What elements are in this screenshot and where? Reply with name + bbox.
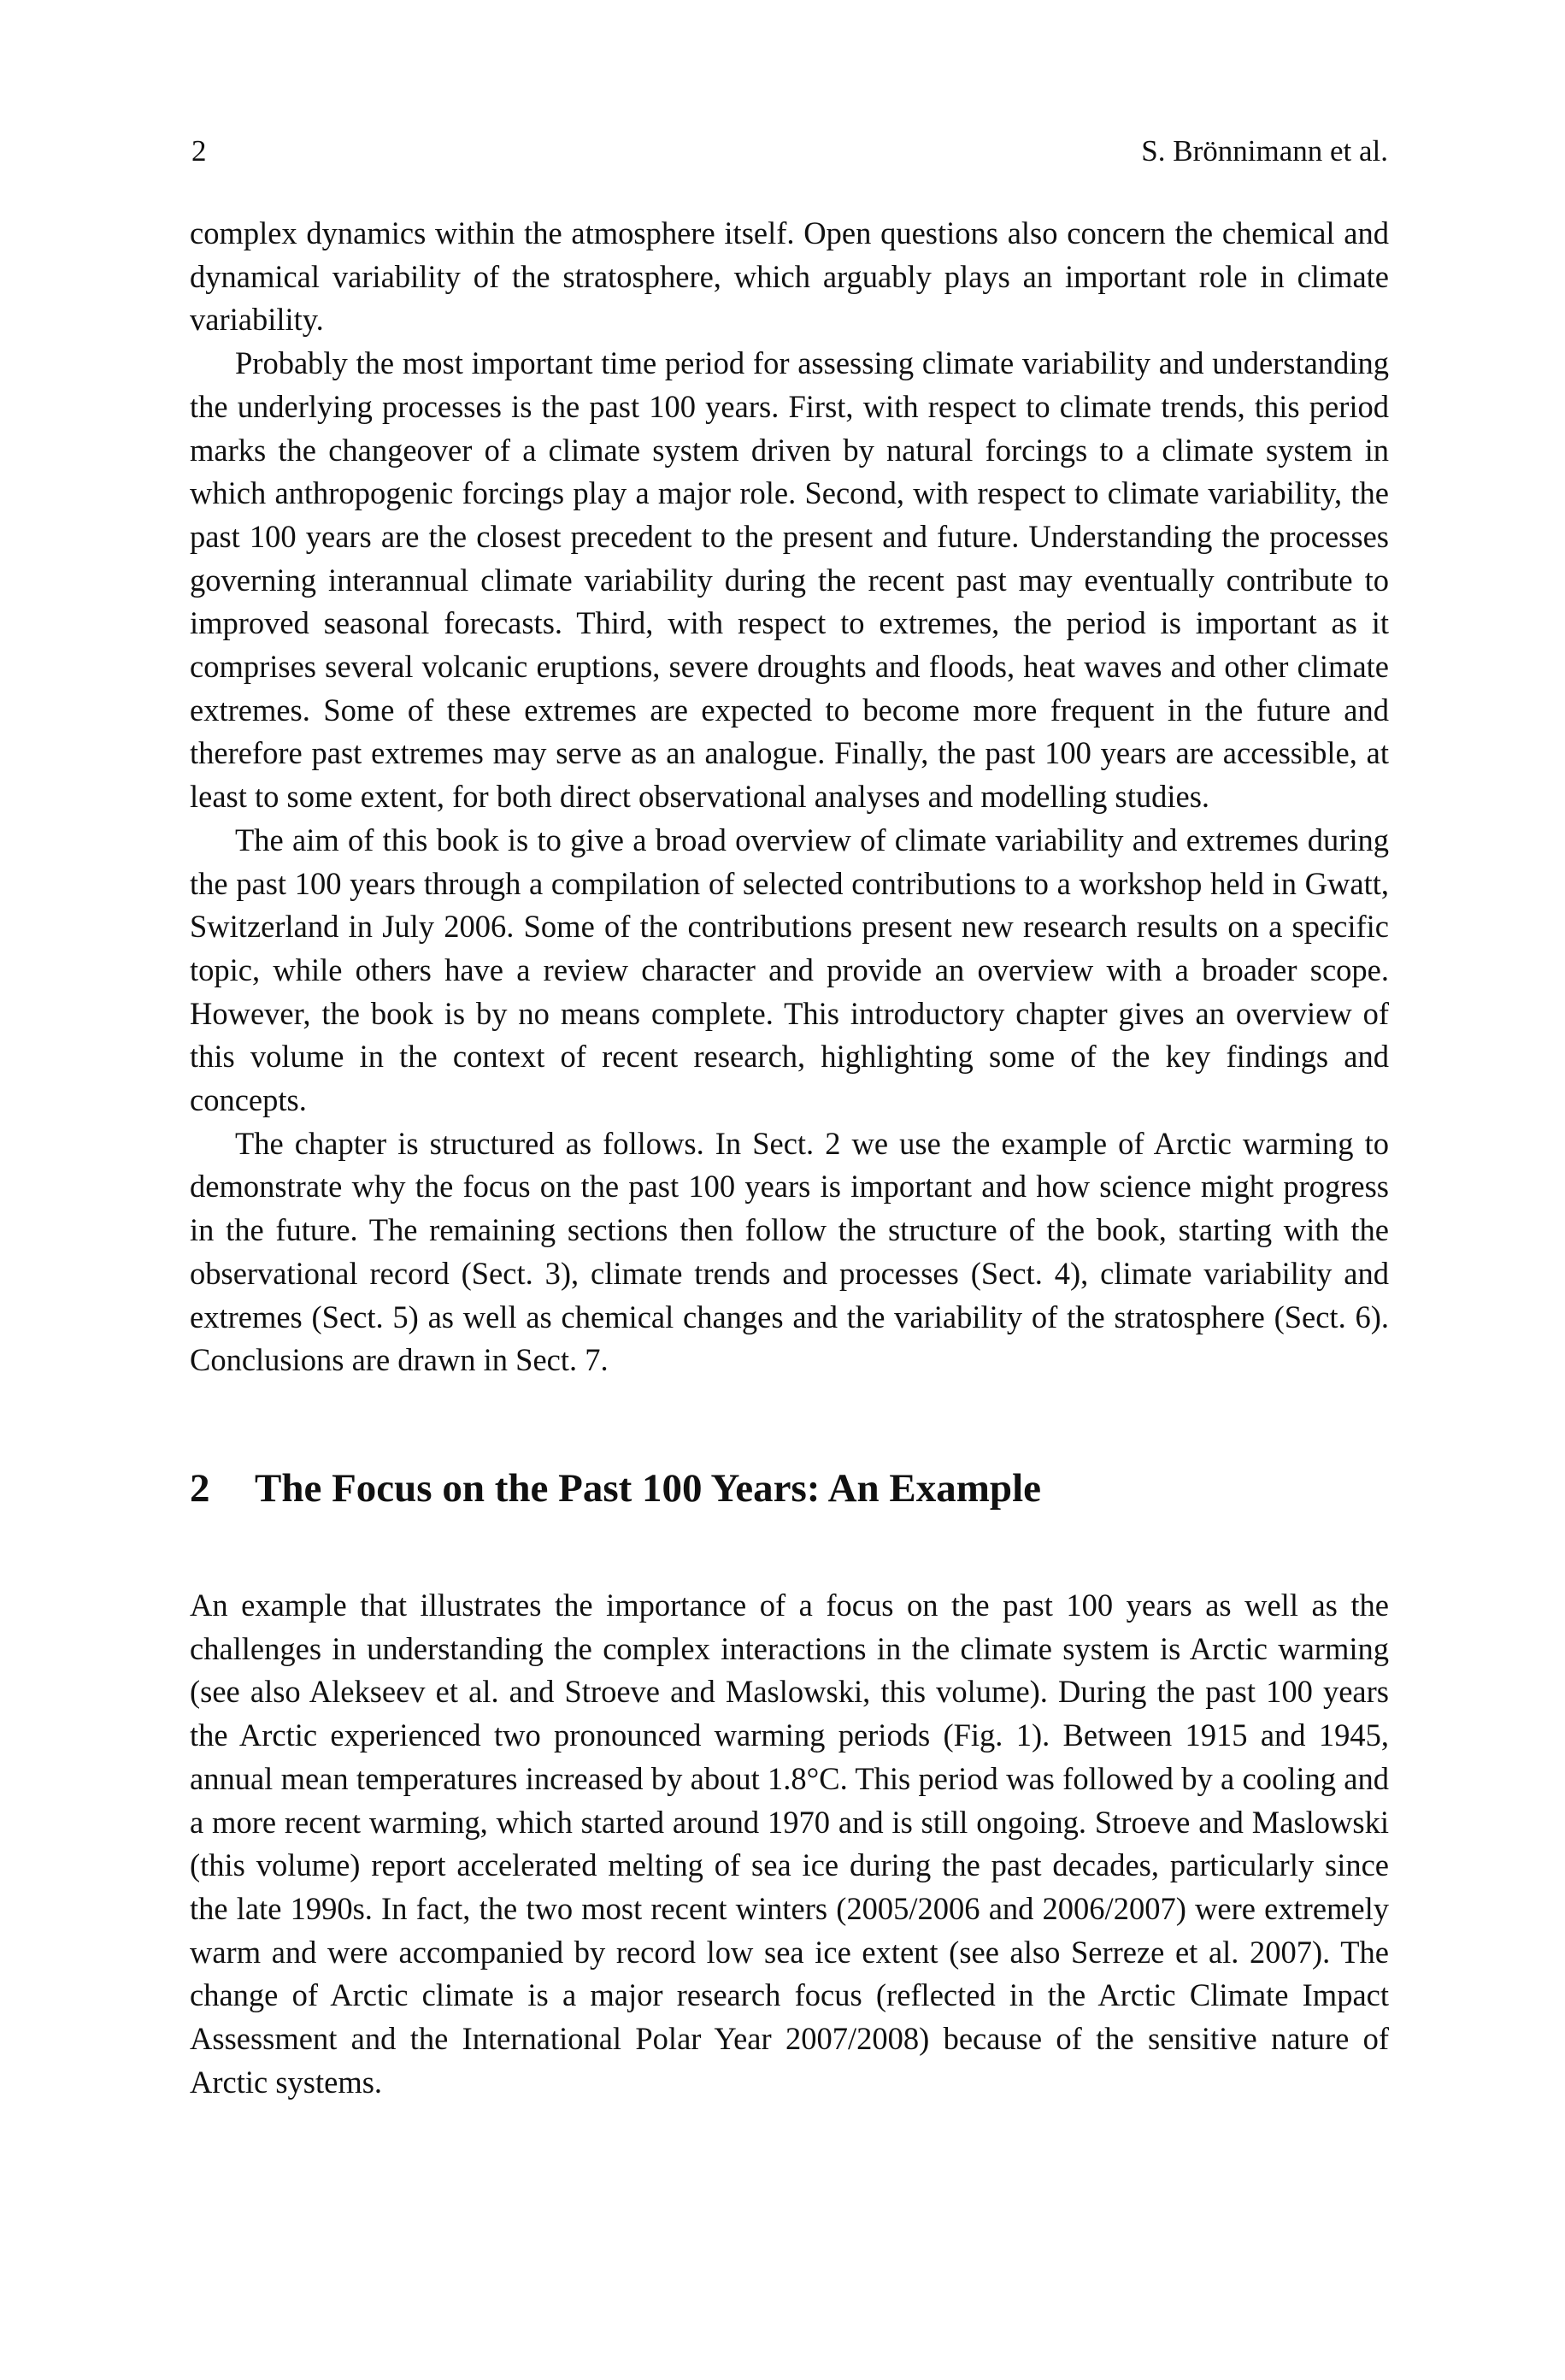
paragraph-time-period: Probably the most important time period for assessing climate variability and understanding the underlying processes is the past 100 years. First, with respect to climate trends, this period marks the changeover of a climate system driven by natural forcings to a climate system in which anthropogenic forcings play a major role. Second, with respect to climate variability, the past 100 years are the closest precedent to the present and future. Understanding the processes governing interannual climate variability during the recent past may eventually contribute to improved seasonal forecasts. Third, with respect to extremes, the period is important as it comprises several volcanic eruptions, severe droughts and floods, heat waves and other climate extremes. Some of these extremes are expected to become more frequent in the future and therefore past extremes may serve as an analogue. Finally, the past 100 years are accessible, at least to some extent, for both direct observational analyses and modelling studies. [190, 345, 1389, 815]
main-text [190, 212, 1389, 2104]
section-number: 2 [190, 1465, 210, 1511]
paragraph-chapter-structure: The chapter is structured as follows. In Sect. 2 we use the example of Arctic warming to demonstrate why the focus on the past 100 years is important and how science might progress in the future. The remaining sections then follow the structure of the book, starting with the observational record (Sect. 3), climate trends and processes (Sect. 4), climate variability and extremes (Sect. 5) as well as chemical changes and the variability of the stratosphere (Sect. 6). Conclusions are drawn in Sect. 7. [190, 1125, 1389, 1378]
section-heading [190, 1463, 1389, 1514]
running-head-author: S. Brönnimann et al. [1141, 134, 1388, 168]
page-number: 2 [191, 134, 207, 168]
section-title: The Focus on the Past 100 Years: An Example [255, 1465, 1041, 1511]
running-head [191, 130, 1388, 173]
paragraph-book-aim: The aim of this book is to give a broad overview of climate variability and extremes during the past 100 years through a compilation of selected contributions to a workshop held in Gwatt, Switzerland in July 2006. Some of the contributions present new research results on a specific topic, while others have a review character and provide an overview with a broader scope. However, the book is by no means complete. This introductory chapter gives an overview of this volume in the context of recent research, highlighting some of the key findings and concepts. [190, 822, 1389, 1118]
paragraph-arctic-warming: An example that illustrates the importance of a focus on the past 100 years as well as the challenges in understanding the complex interactions in the climate system is Arctic warming (see also Alekseev et al. and Stroeve and Maslowski, this volume). During the past 100 years the Arctic experienced two pronounced warming periods (Fig. 1). Between 1915 and 1945, annual mean temperatures increased by about 1.8°C. This period was followed by a cooling and a more recent warming, which started around 1970 and is still ongoing. Stroeve and Maslowski (this volume) report accelerated melting of sea ice during the past decades, particularly since the late 1990s. In fact, the two most recent winters (2005/2006 and 2006/2007) were extremely warm and were accompanied by record low sea ice extent (see also Serreze et al. 2007). The change of Arctic climate is a major research focus (reflected in the Arctic Climate Impact Assessment and the International Polar Year 2007/2008) because of the sensitive nature of Arctic systems. [190, 1587, 1389, 2100]
paragraph-continued: complex dynamics within the atmosphere itself. Open questions also concern the chemical and dynamical variability of the stratosphere, which arguably plays an important role in climate variability. [190, 215, 1389, 338]
